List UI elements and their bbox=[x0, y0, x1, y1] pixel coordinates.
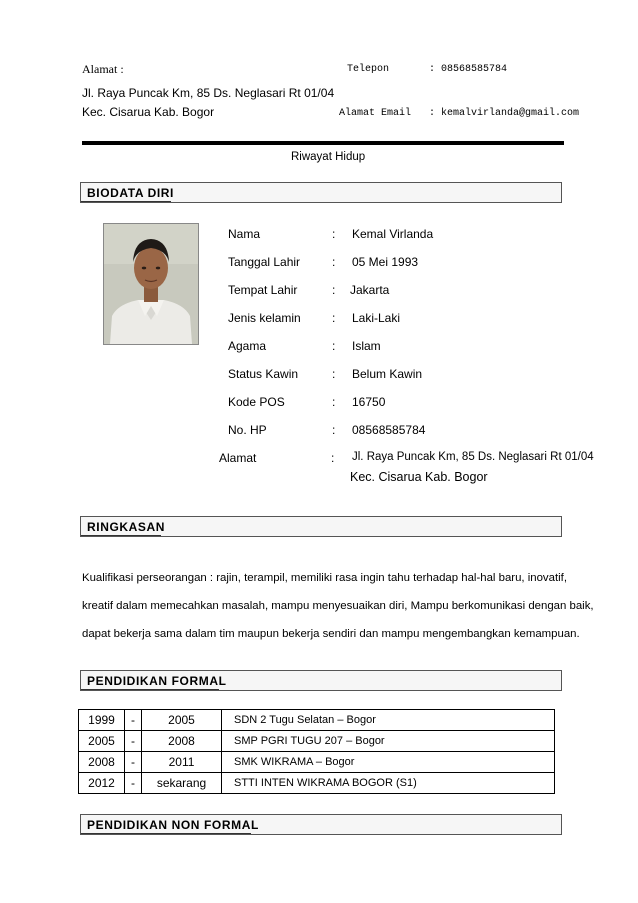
section-underline bbox=[81, 689, 219, 690]
bio-label-nama: Nama bbox=[228, 227, 261, 241]
bio-value-jenis-kelamin: Laki-Laki bbox=[352, 311, 401, 325]
section-title-biodata: BIODATA DIRI bbox=[87, 186, 174, 200]
bio-value-tempat-lahir: Jakarta bbox=[350, 283, 390, 297]
profile-photo bbox=[103, 223, 199, 345]
edu-start-year: 2012 bbox=[79, 773, 125, 794]
section-underline bbox=[81, 535, 161, 536]
bio-value-status-kawin: Belum Kawin bbox=[352, 367, 423, 381]
education-table bbox=[78, 709, 555, 794]
edu-school-name: SMP PGRI TUGU 207 – Bogor bbox=[222, 731, 555, 752]
alamat-label: Alamat : bbox=[82, 62, 124, 76]
summary-line-1: Kualifikasi perseorangan : rajin, terampil, memiliki rasa ingin tahu terhadap hal-hal baru, inovatif, bbox=[82, 572, 567, 584]
edu-end-year: 2011 bbox=[142, 752, 222, 773]
edu-separator: - bbox=[125, 773, 142, 794]
bio-colon-tempat-lahir: : bbox=[332, 283, 336, 297]
bio-value-alamat-line1: Jl. Raya Puncak Km, 85 Ds. Neglasari Rt 01/04 bbox=[352, 451, 594, 463]
edu-separator: - bbox=[125, 752, 142, 773]
edu-start-year: 2005 bbox=[79, 731, 125, 752]
bio-value-alamat-line2: Kec. Cisarua Kab. Bogor bbox=[350, 470, 488, 484]
table-row bbox=[79, 752, 555, 773]
bio-value-nama: Kemal Virlanda bbox=[352, 227, 434, 241]
bio-colon-jenis-kelamin: : bbox=[332, 311, 336, 325]
section-bar-pendidikan-formal bbox=[80, 670, 562, 691]
header-address-line1: Jl. Raya Puncak Km, 85 Ds. Neglasari Rt 01/04 bbox=[82, 86, 335, 100]
bio-label-status-kawin: Status Kawin bbox=[228, 367, 299, 381]
email-value: : kemalvirlanda@gmail.com bbox=[429, 108, 580, 119]
bio-colon-alamat: : bbox=[331, 451, 335, 465]
email-label: Alamat Email bbox=[339, 108, 412, 119]
bio-colon-status-kawin: : bbox=[332, 367, 336, 381]
bio-colon-nama: : bbox=[332, 227, 336, 241]
edu-school-name: SDN 2 Tugu Selatan – Bogor bbox=[222, 710, 555, 731]
bio-value-agama: Islam bbox=[352, 339, 381, 353]
section-bar-biodata bbox=[80, 182, 562, 203]
edu-end-year: sekarang bbox=[142, 773, 222, 794]
section-underline bbox=[81, 833, 251, 834]
page-title: Riwayat Hidup bbox=[291, 151, 366, 163]
bio-colon-no-hp: : bbox=[332, 423, 336, 437]
bio-value-tanggal-lahir: 05 Mei 1993 bbox=[352, 255, 419, 269]
table-row bbox=[79, 773, 555, 794]
bio-label-jenis-kelamin: Jenis kelamin bbox=[228, 311, 301, 325]
edu-end-year: 2008 bbox=[142, 731, 222, 752]
profile-photo-image bbox=[104, 224, 198, 344]
section-title-pendidikan-non-formal: PENDIDIKAN NON FORMAL bbox=[87, 818, 259, 832]
section-bar-pendidikan-non-formal bbox=[80, 814, 562, 835]
bio-colon-agama: : bbox=[332, 339, 336, 353]
bio-colon-tanggal-lahir: : bbox=[332, 255, 336, 269]
section-underline bbox=[81, 201, 171, 202]
edu-end-year: 2005 bbox=[142, 710, 222, 731]
summary-line-2: kreatif dalam memecahkan masalah, mampu menyesuaikan diri, Mampu berkomunikasi dengan baik, bbox=[82, 600, 594, 612]
bio-colon-kode-pos: : bbox=[332, 395, 336, 409]
section-title-pendidikan-formal: PENDIDIKAN FORMAL bbox=[87, 674, 227, 688]
edu-separator: - bbox=[125, 710, 142, 731]
telepon-label: Telepon bbox=[347, 64, 390, 75]
edu-school-name: SMK WIKRAMA – Bogor bbox=[222, 752, 555, 773]
edu-school-name: STTI INTEN WIKRAMA BOGOR (S1) bbox=[222, 773, 555, 794]
section-title-ringkasan: RINGKASAN bbox=[87, 520, 166, 534]
bio-value-no-hp: 08568585784 bbox=[352, 423, 426, 437]
section-bar-ringkasan bbox=[80, 516, 562, 537]
edu-separator: - bbox=[125, 731, 142, 752]
bio-label-alamat: Alamat bbox=[219, 451, 257, 465]
table-row bbox=[79, 731, 555, 752]
bio-label-tanggal-lahir: Tanggal Lahir bbox=[228, 255, 301, 269]
header-divider bbox=[82, 141, 564, 145]
bio-label-tempat-lahir: Tempat Lahir bbox=[228, 283, 298, 297]
bio-label-agama: Agama bbox=[228, 339, 267, 353]
edu-start-year: 2008 bbox=[79, 752, 125, 773]
edu-start-year: 1999 bbox=[79, 710, 125, 731]
bio-label-kode-pos: Kode POS bbox=[228, 395, 285, 409]
summary-line-3: dapat bekerja sama dalam tim maupun bekerja sendiri dan mampu mengembangkan kemampuan. bbox=[82, 628, 580, 640]
header-address-line2: Kec. Cisarua Kab. Bogor bbox=[82, 105, 215, 119]
telepon-value: : 08568585784 bbox=[429, 64, 508, 75]
bio-label-no-hp: No. HP bbox=[228, 423, 267, 437]
table-row bbox=[79, 710, 555, 731]
bio-value-kode-pos: 16750 bbox=[352, 395, 386, 409]
